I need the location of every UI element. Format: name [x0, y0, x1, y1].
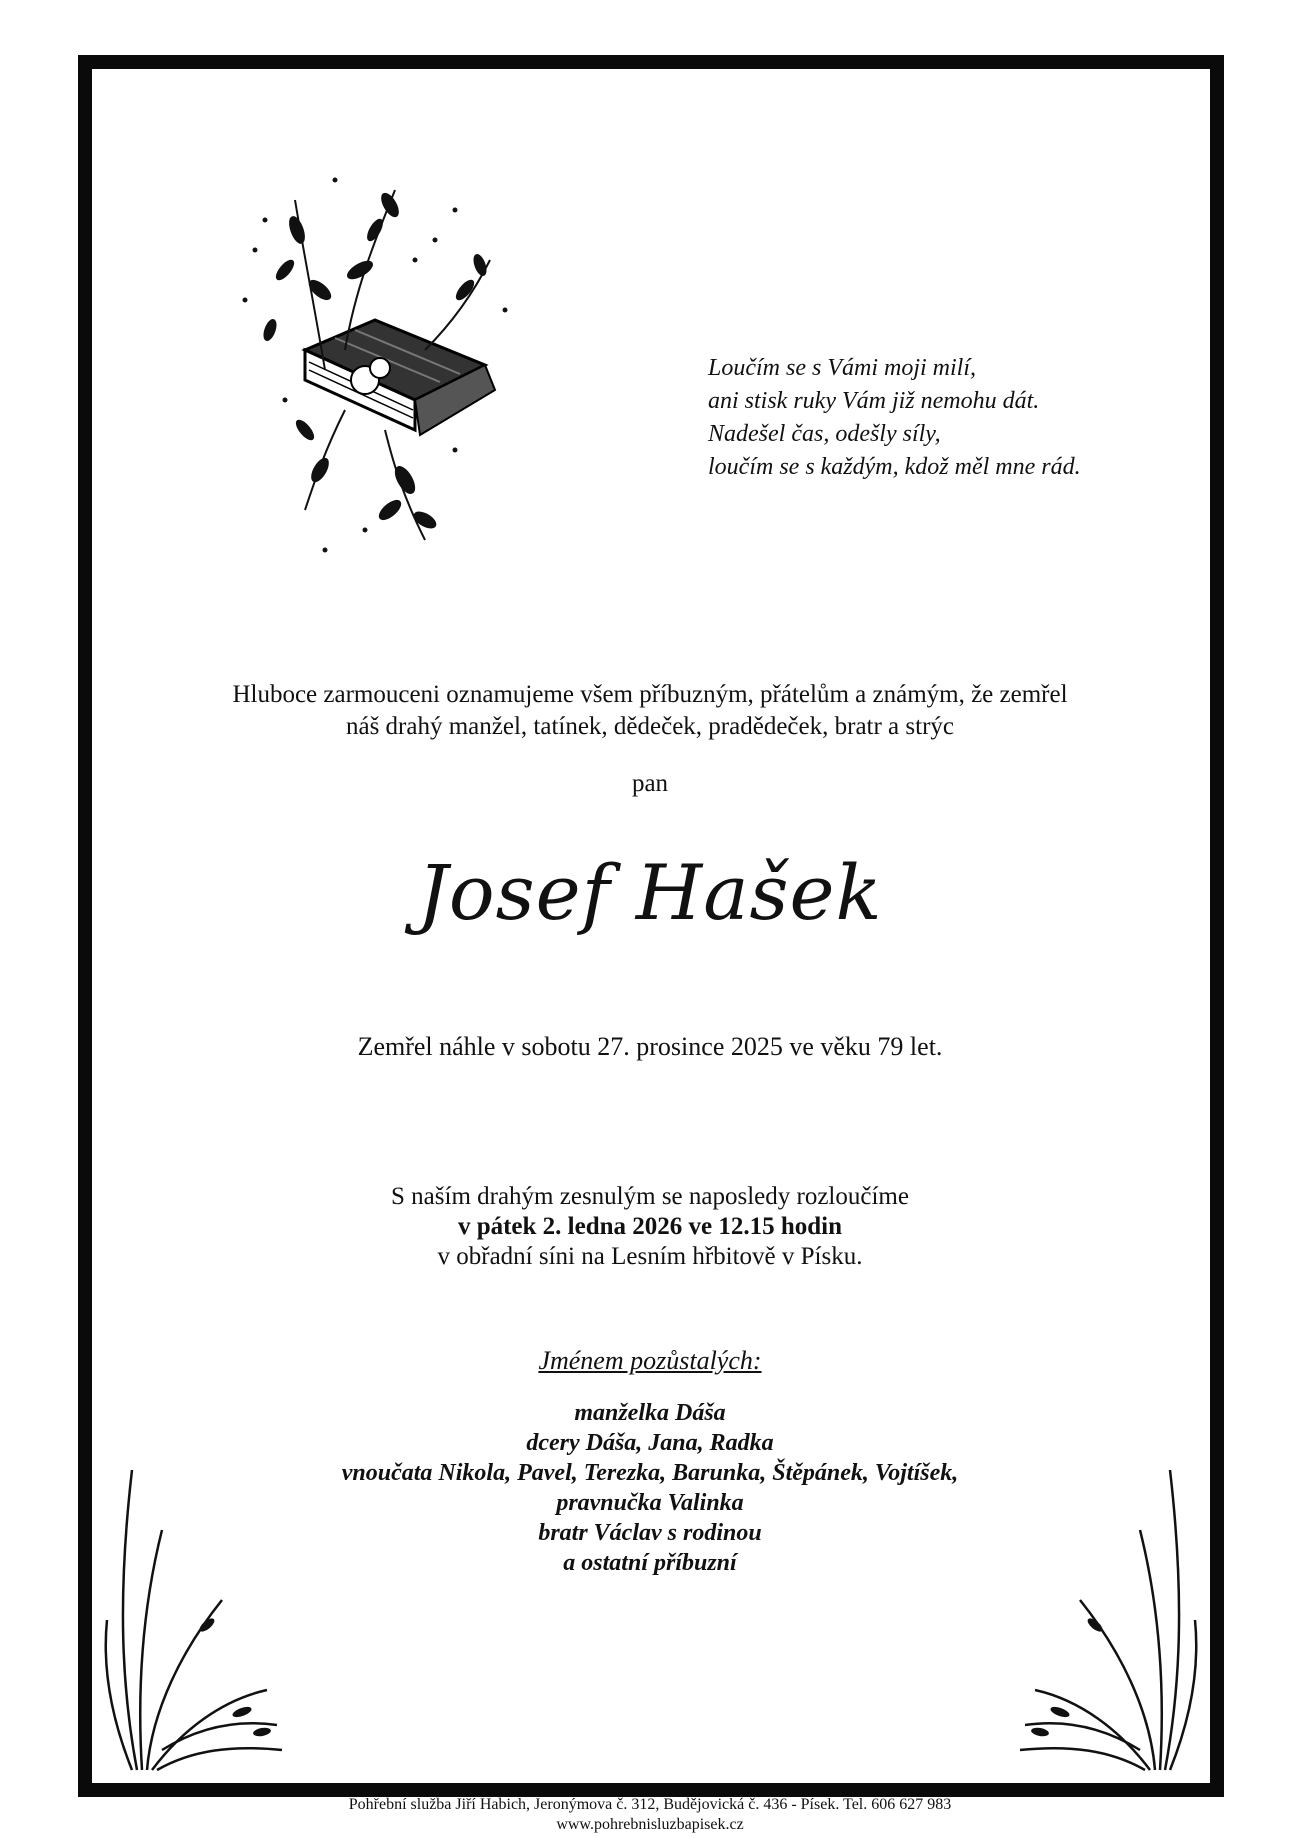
poem-line: Loučím se s Vámi moji milí,	[708, 355, 976, 381]
funeral-line-1: S naším drahým zesnulým se naposledy rozloučíme	[391, 1183, 909, 1210]
deceased-name: Josef Hašek	[417, 848, 883, 937]
survivors-title: Jménem pozůstalých:	[538, 1346, 762, 1375]
announcement-line-1: Hluboce zarmouceni oznamujeme všem příbuzným, přátelům a známým, že zemřel	[232, 681, 1068, 708]
survivor-line: vnoučata Nikola, Pavel, Terezka, Barunka, Štěpánek, Vojtíšek,	[341, 1460, 959, 1486]
death-note: Zemřel náhle v sobotu 27. prosince 2025 ve věku 79 let.	[357, 1032, 943, 1061]
funeral-date-time: v pátek 2. ledna 2026 ve 12.15 hodin	[457, 1213, 843, 1240]
survivors-list	[0, 1398, 1300, 1578]
footer-address: Pohřební služba Jiří Habich, Jeronýmova č. 312, Budějovická č. 436 - Písek. Tel. 606 627 983	[348, 1796, 952, 1813]
announcement-text	[0, 679, 1300, 743]
poem-line: Nadešel čas, odešly síly,	[708, 421, 941, 447]
survivor-line: dcery Dáša, Jana, Radka	[526, 1430, 774, 1456]
farewell-poem	[708, 352, 1128, 484]
survivor-line: a ostatní příbuzní	[563, 1550, 737, 1576]
funeral-details	[0, 1182, 1300, 1272]
survivor-line: manželka Dáša	[574, 1400, 726, 1426]
book-flowers-illustration	[225, 150, 525, 570]
survivor-line: bratr Václav s rodinou	[538, 1520, 762, 1546]
poem-line: loučím se s každým, kdož měl mne rád.	[708, 454, 1081, 480]
funeral-service-footer	[0, 1795, 1300, 1835]
funeral-location: v obřadní síni na Lesním hřbitově v Písku.	[437, 1243, 863, 1270]
footer-website: www.pohrebnisluzbapisek.cz	[556, 1816, 744, 1833]
honorific: pan	[631, 770, 669, 797]
poem-line: ani stisk ruky Vám již nemohu dát.	[708, 388, 1040, 414]
survivor-line: pravnučka Valinka	[556, 1490, 744, 1516]
announcement-line-2: náš drahý manžel, tatínek, dědeček, pradědeček, bratr a strýc	[345, 713, 955, 740]
